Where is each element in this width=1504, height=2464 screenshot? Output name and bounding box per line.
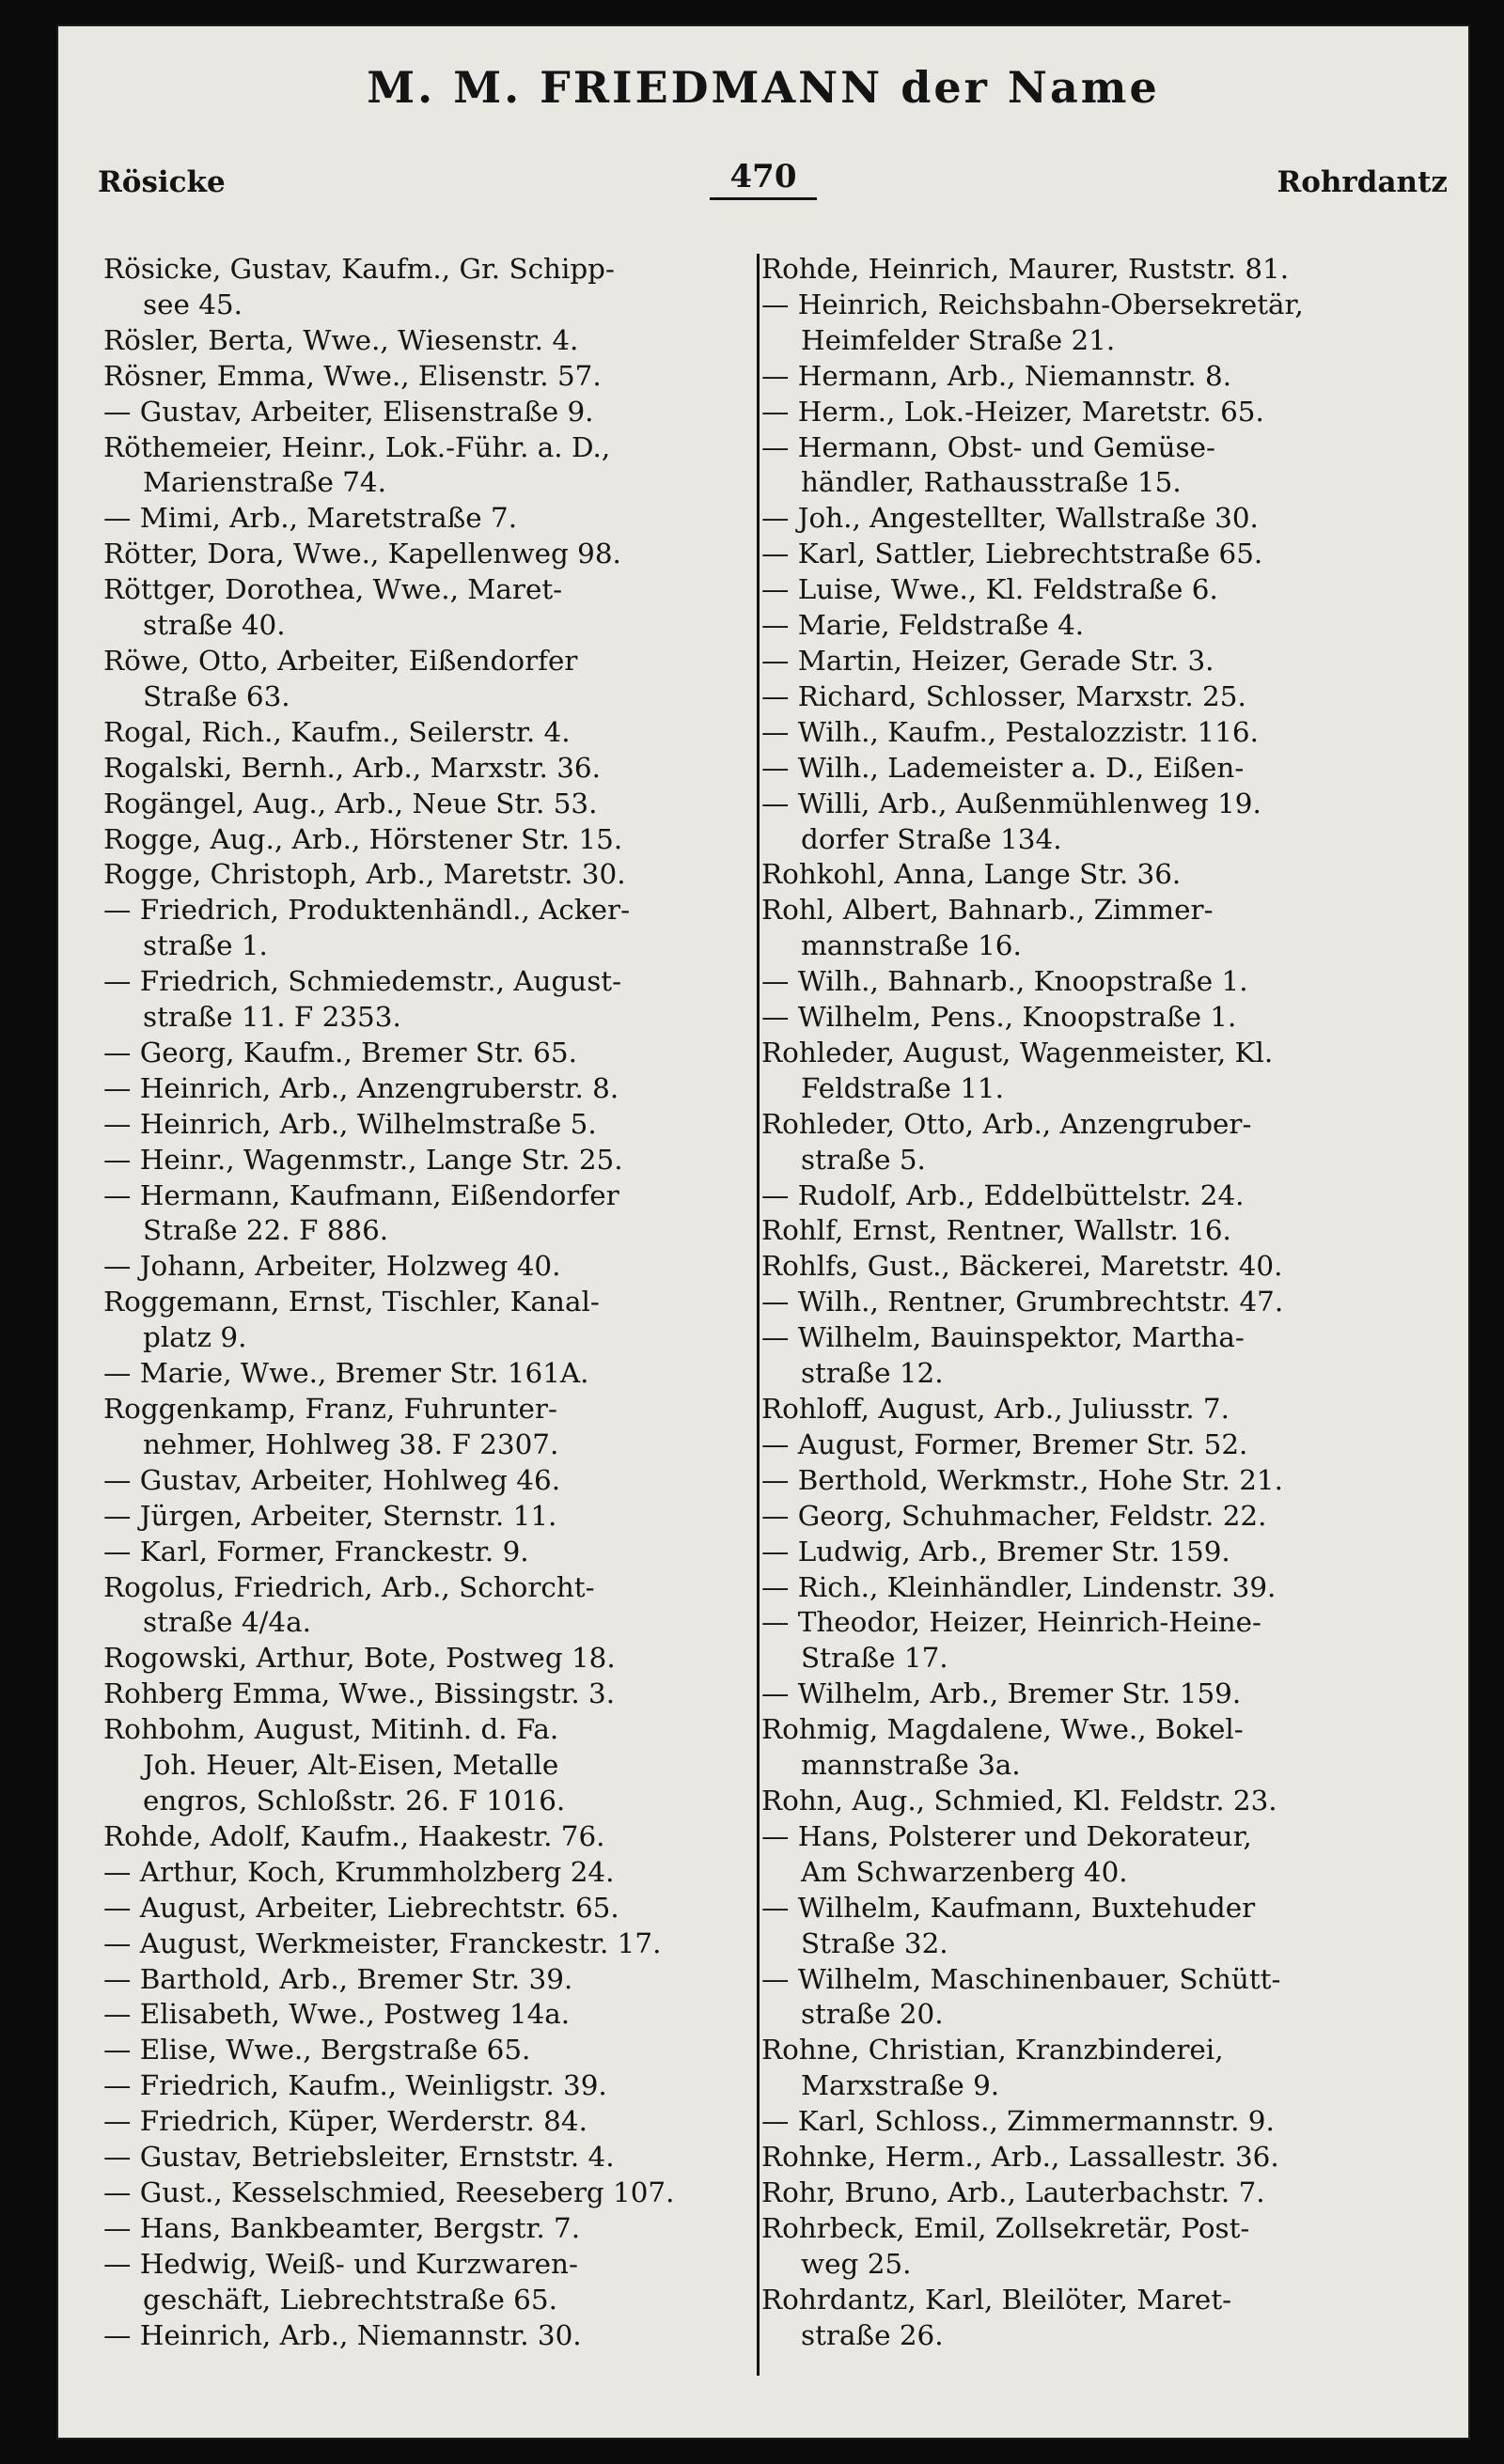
directory-entry-line: Rohl, Albert, Bahnarb., Zimmer- [761,894,1214,927]
directory-entry-line: — Hermann, Arb., Niemannstr. 8. [761,359,1232,392]
directory-entry-line: — Marie, Feldstraße 4. [761,609,1085,642]
directory-entry-line: mannstraße 16. [801,929,1022,962]
directory-entry-line: Rogal, Rich., Kaufm., Seilerstr. 4. [103,715,571,748]
directory-entry-line: — Berthold, Werkmstr., Hohe Str. 21. [761,1463,1283,1496]
directory-entry-line: — Theodor, Heizer, Heinrich-Heine- [761,1606,1261,1639]
directory-entry-line: Röthemeier, Heinr., Lok.-Führ. a. D., [103,430,611,463]
directory-entry-line: — Gustav, Arbeiter, Hohlweg 46. [103,1463,561,1496]
directory-entry-line: Röttger, Dorothea, Wwe., Maret- [103,573,563,606]
directory-entry-line: — Wilh., Lademeister a. D., Eißen- [761,751,1245,784]
directory-entry-line: engros, Schloßstr. 26. F 1016. [143,1784,566,1817]
directory-entry-line: Rohlf, Ernst, Rentner, Wallstr. 16. [761,1214,1231,1247]
directory-entry-line: — Wilhelm, Kaufmann, Buxtehuder [761,1891,1256,1924]
directory-entry-line: — Rudolf, Arb., Eddelbüttelstr. 24. [761,1178,1245,1211]
directory-entry-line: Rösler, Berta, Wwe., Wiesenstr. 4. [103,323,579,356]
directory-entry-line: — Wilhelm, Maschinenbauer, Schütt- [761,1962,1281,1995]
directory-entry-line: Straße 17. [801,1642,948,1675]
directory-entry-line: — Wilh., Bahnarb., Knoopstraße 1. [761,965,1248,998]
directory-entry-line: Rohleder, Otto, Arb., Anzengruber- [761,1107,1252,1140]
directory-entry-line: straße 12. [801,1357,944,1390]
directory-entry-line: Rohleder, August, Wagenmeister, Kl. [761,1036,1274,1068]
directory-entry-line: — Gustav, Arbeiter, Elisenstraße 9. [103,395,594,428]
directory-entry-line: — Rich., Kleinhändler, Lindenstr. 39. [761,1570,1277,1603]
directory-entry-line: straße 5. [801,1143,926,1176]
directory-entry-line: — Friedrich, Produktenhändl., Acker- [103,894,631,927]
directory-entry-line: — Hermann, Kaufmann, Eißendorfer [103,1178,619,1211]
directory-entry-line: — Elisabeth, Wwe., Postweg 14a. [103,1998,571,2031]
directory-entry-line: — Elise, Wwe., Bergstraße 65. [103,2034,531,2066]
directory-entry-line: — August, Arbeiter, Liebrechtstr. 65. [103,1891,619,1924]
directory-entry-line: Rohlfs, Gust., Bäckerei, Maretstr. 40. [761,1250,1283,1283]
directory-entry-line: straße 40. [143,609,286,642]
page-number-text: 470 [710,158,818,200]
directory-entry-line: — Friedrich, Küper, Werderstr. 84. [103,2105,588,2138]
directory-entry-line: — Georg, Schuhmacher, Feldstr. 22. [761,1499,1267,1532]
directory-entry-line: Rogge, Aug., Arb., Hörstener Str. 15. [103,822,623,855]
directory-entry-line: — Martin, Heizer, Gerade Str. 3. [761,644,1214,677]
directory-entry-line: Rogolus, Friedrich, Arb., Schorcht- [103,1570,595,1603]
directory-entry-line: Straße 22. F 886. [143,1214,389,1247]
directory-entry-line: Joh. Heuer, Alt-Eisen, Metalle [143,1749,559,1782]
directory-entry-line: Marxstraße 9. [801,2069,1000,2102]
header-last-entry: Rohrdantz [1277,165,1448,199]
directory-entry-line: — Heinrich, Arb., Anzengruberstr. 8. [103,1071,619,1104]
directory-entry-line: straße 11. F 2353. [143,1001,401,1034]
directory-entry-line: — Friedrich, Schmiedemstr., August- [103,965,622,998]
directory-entry-line: — August, Former, Bremer Str. 52. [761,1427,1248,1460]
directory-entry-line: — Arthur, Koch, Krummholzberg 24. [103,1855,615,1888]
right-column [761,252,1448,2353]
directory-entry-line: Rösicke, Gustav, Kaufm., Gr. Schipp- [103,253,615,285]
directory-entry-line: — Gustav, Betriebsleiter, Ernststr. 4. [103,2141,615,2174]
directory-entry-line: — Luise, Wwe., Kl. Feldstraße 6. [761,573,1218,606]
directory-entry-line: mannstraße 3a. [801,1749,1021,1782]
directory-entry-line: — Mimi, Arb., Maretstraße 7. [103,502,518,535]
directory-entry-line: Rohn, Aug., Schmied, Kl. Feldstr. 23. [761,1784,1277,1817]
directory-entry-line: Rohkohl, Anna, Lange Str. 36. [761,858,1182,891]
directory-entry-line: — Wilhelm, Bauinspektor, Martha- [761,1321,1245,1354]
directory-entry-line: — Heinrich, Arb., Wilhelmstraße 5. [103,1107,597,1140]
directory-entry-line: — Wilh., Rentner, Grumbrechtstr. 47. [761,1286,1284,1318]
directory-page [58,26,1468,2438]
directory-entry-line: — Hedwig, Weiß- und Kurzwaren- [103,2247,578,2280]
directory-entry-line: Rohde, Adolf, Kaufm., Haakestr. 76. [103,1819,605,1852]
directory-entry-line: nehmer, Hohlweg 38. F 2307. [143,1427,559,1460]
directory-entry-line: Straße 63. [143,679,290,712]
column-divider [757,254,760,2376]
directory-entry-line: — Heinrich, Arb., Niemannstr. 30. [103,2318,582,2351]
directory-entry-line: — Herm., Lok.-Heizer, Maretstr. 65. [761,395,1264,428]
directory-entry-line: see 45. [143,288,243,320]
directory-entry-line: — Friedrich, Kaufm., Weinligstr. 39. [103,2069,607,2102]
directory-entry-line: Röwe, Otto, Arbeiter, Eißendorfer [103,644,578,677]
directory-entry-line: — August, Werkmeister, Franckestr. 17. [103,1926,662,1959]
directory-entry-line: Straße 32. [801,1926,948,1959]
directory-entry-line: Rohnke, Herm., Arb., Lassallestr. 36. [761,2141,1279,2174]
directory-entry-line: Rötter, Dora, Wwe., Kapellenweg 98. [103,538,621,570]
directory-entry-line: Rohde, Heinrich, Maurer, Ruststr. 81. [761,253,1290,285]
directory-entry-line: — Jürgen, Arbeiter, Sternstr. 11. [103,1499,557,1532]
directory-entry-line: Heimfelder Straße 21. [801,323,1116,356]
left-column [103,252,752,2353]
directory-entry-line: Rohrbeck, Emil, Zollsekretär, Post- [761,2211,1250,2244]
directory-entry-line: Rösner, Emma, Wwe., Elisenstr. 57. [103,359,602,392]
directory-entry-line: — Richard, Schlosser, Marxstr. 25. [761,679,1246,712]
directory-entry-line: — Hermann, Obst- und Gemüse- [761,430,1215,463]
directory-entry-line: — Wilhelm, Pens., Knoopstraße 1. [761,1001,1237,1034]
directory-entry-line: straße 26. [801,2318,944,2351]
directory-entry-line: straße 4/4a. [143,1606,311,1639]
directory-entry-line: Rogge, Christoph, Arb., Maretstr. 30. [103,858,626,891]
header-first-entry: Rösicke [98,165,226,199]
directory-entry-line: platz 9. [143,1321,247,1354]
directory-entry-line: Rogalski, Bernh., Arb., Marxstr. 36. [103,751,601,784]
directory-entry-line: Rohrdantz, Karl, Bleilöter, Maret- [761,2283,1232,2316]
directory-entry-line: — Joh., Angestellter, Wallstraße 30. [761,502,1259,535]
running-advert: M. M. FRIEDMANN der Name [367,62,1160,113]
directory-entry-line: — Karl, Schloss., Zimmermannstr. 9. [761,2105,1275,2138]
directory-entry-line: — Hans, Bankbeamter, Bergstr. 7. [103,2211,581,2244]
directory-entry-line: Rohberg Emma, Wwe., Bissingstr. 3. [103,1677,616,1710]
directory-entry-line: Rohbohm, August, Mitinh. d. Fa. [103,1713,559,1746]
directory-entry-line: — Heinrich, Reichsbahn-Obersekretär, [761,288,1304,320]
directory-entry-line: straße 20. [801,1998,944,2031]
directory-entry-line: weg 25. [801,2247,912,2280]
directory-entry-line: Roggemann, Ernst, Tischler, Kanal- [103,1286,600,1318]
directory-entry-line: straße 1. [143,929,268,962]
directory-entry-line: Roggenkamp, Franz, Fuhrunter- [103,1393,557,1425]
directory-entry-line: händler, Rathausstraße 15. [801,466,1182,499]
page-number [58,158,1468,195]
directory-entry-line: — Georg, Kaufm., Bremer Str. 65. [103,1036,577,1068]
directory-entry-line: — Karl, Former, Franckestr. 9. [103,1535,529,1567]
directory-entry-line: Rohloff, August, Arb., Juliusstr. 7. [761,1393,1230,1425]
directory-entry-line: — Barthold, Arb., Bremer Str. 39. [103,1962,573,1995]
directory-entry-line: Rohmig, Magdalene, Wwe., Bokel- [761,1713,1244,1746]
directory-entry-line: Feldstraße 11. [801,1071,1004,1104]
directory-entry-line: — Wilhelm, Arb., Bremer Str. 159. [761,1677,1242,1710]
directory-entry-line: — Karl, Sattler, Liebrechtstraße 65. [761,538,1263,570]
directory-entry-line: geschäft, Liebrechtstraße 65. [143,2283,557,2316]
directory-entry-line: Marienstraße 74. [143,466,386,499]
directory-entry-line: dorfer Straße 134. [801,822,1062,855]
directory-entry-line: — Willi, Arb., Außenmühlenweg 19. [761,787,1261,819]
directory-entry-line: — Johann, Arbeiter, Holzweg 40. [103,1250,561,1283]
directory-entry-line: — Gust., Kesselschmied, Reeseberg 107. [103,2175,675,2208]
directory-entry-line: Rohne, Christian, Kranzbinderei, [761,2034,1224,2066]
directory-entry-line: — Heinr., Wagenmstr., Lange Str. 25. [103,1143,623,1176]
directory-entry-line: — Hans, Polsterer und Dekorateur, [761,1819,1252,1852]
directory-entry-line: Rogowski, Arthur, Bote, Postweg 18. [103,1642,616,1675]
directory-entry-line: — Marie, Wwe., Bremer Str. 161A. [103,1357,589,1390]
directory-entry-line: — Wilh., Kaufm., Pestalozzistr. 116. [761,715,1259,748]
directory-entry-line: Rohr, Bruno, Arb., Lauterbachstr. 7. [761,2175,1265,2208]
directory-entry-line: Rogängel, Aug., Arb., Neue Str. 53. [103,787,598,819]
directory-entry-line: — Ludwig, Arb., Bremer Str. 159. [761,1535,1230,1567]
directory-entry-line: Am Schwarzenberg 40. [801,1855,1128,1888]
